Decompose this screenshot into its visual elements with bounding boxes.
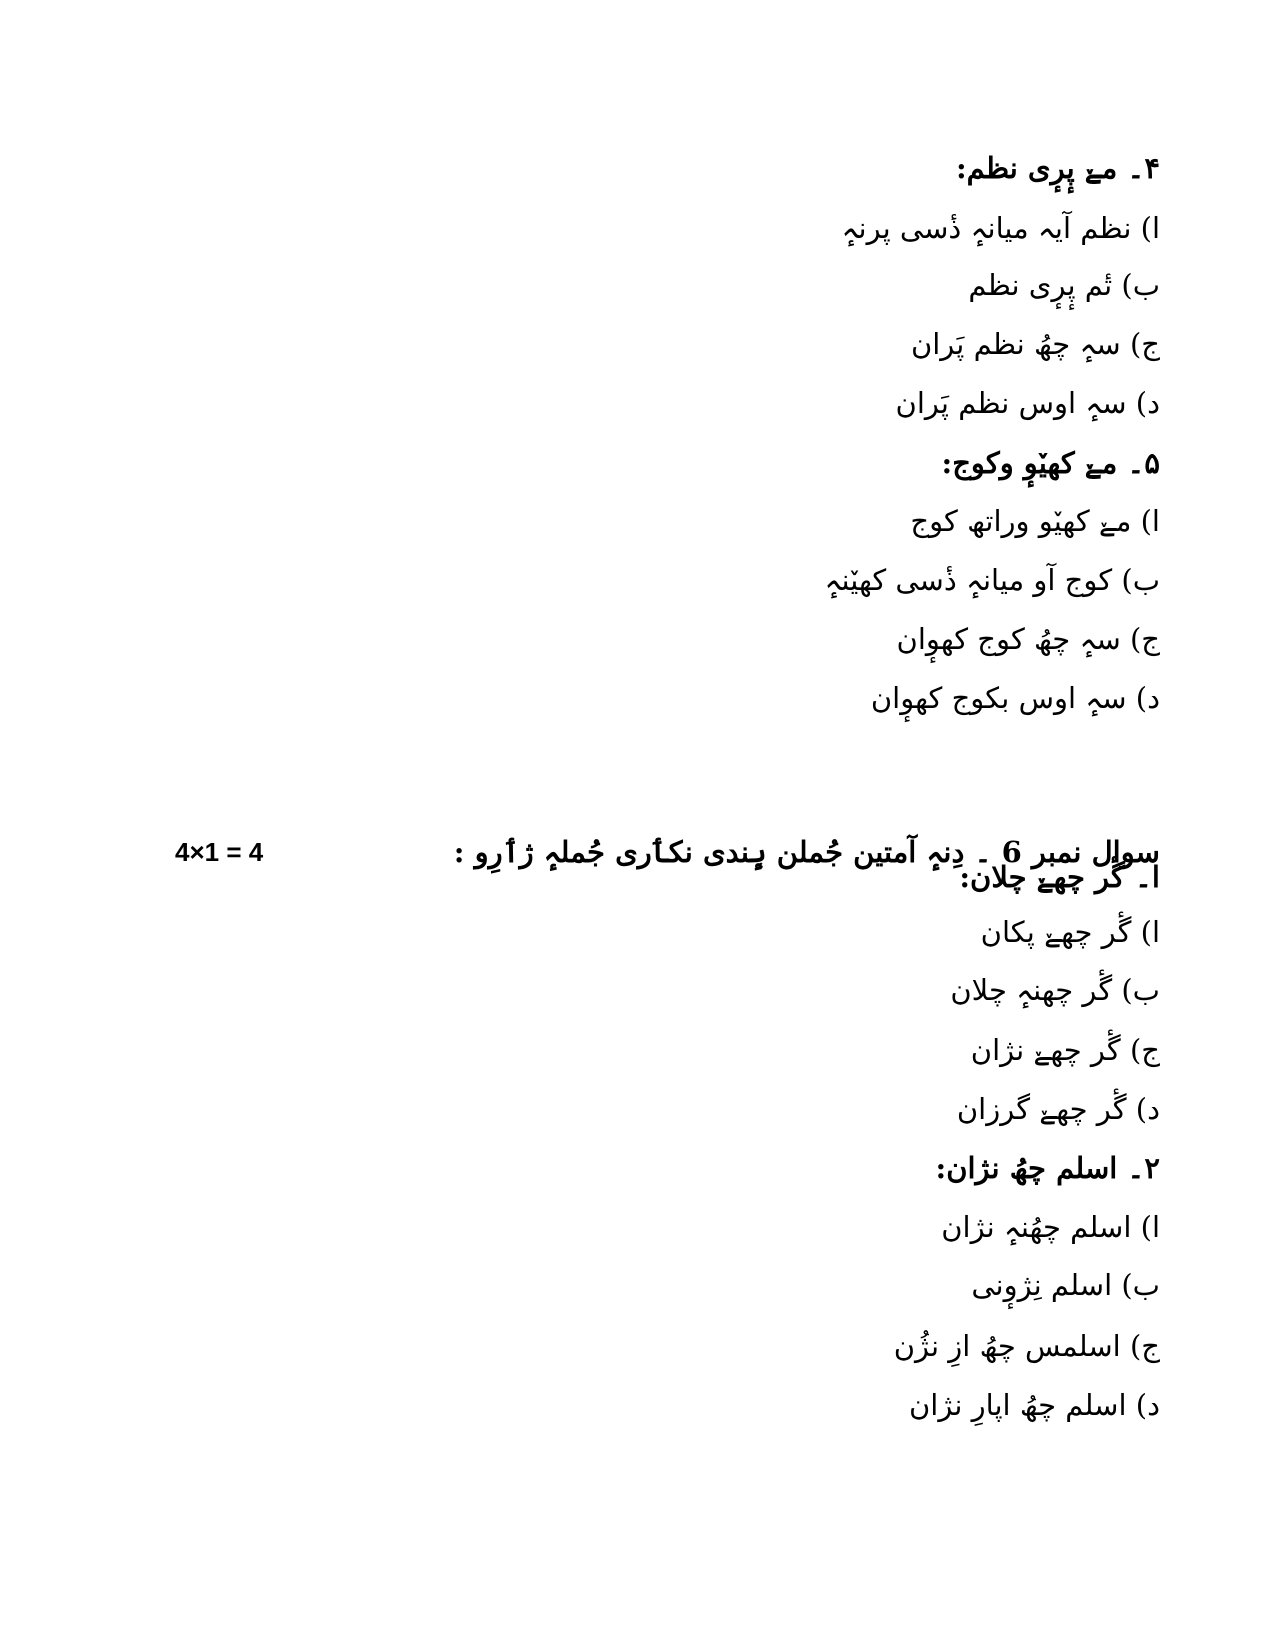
s6-q2-option-b: ب) اسلم نِژوٕنی [971, 1268, 1160, 1302]
s6-q1-option-b: ب) گٔر چھنہٕ چلان [950, 973, 1160, 1007]
q4-option-c: ج) سہٕ چھُ نظم پَران [910, 327, 1160, 361]
q5-heading: ۵۔ مےٚ کھیٚوٕ وکوج: [941, 446, 1160, 480]
s6-q2-option-c: ج) اسلمس چھُ ازِ نژُن [893, 1329, 1160, 1363]
section6-title: سوال نمبر 6 ۔ دِنہٕ آمتین جُملن ہٕندی نکٲری جُملہٕ ژٲرِو : [453, 835, 1160, 869]
s6-q1-option-c: ج) گٔر چھےٚ نژان [970, 1033, 1160, 1067]
s6-q2-option-a: ا) اسلم چھُنہٕ نژان [941, 1210, 1160, 1244]
q5-option-b: ب) کوج آو میانہٕ ذٔسی کھیٚنہٕ [824, 563, 1160, 597]
s6-q2-option-d: د) اسلم چھُ اپارِ نژان [908, 1388, 1160, 1422]
section6-marks: 4×1 = 4 [175, 837, 264, 867]
q5-option-c: ج) سہٕ چھُ کوج کھوٕان [896, 622, 1160, 656]
s6-q1-option-a: ا) گٔر چھےٚ پکان [980, 915, 1160, 949]
q4-option-d: د) سہٕ اوس نظم پَران [895, 386, 1160, 420]
q5-option-a: ا) مےٚ کھیٚو وراتھ کوج [910, 504, 1160, 538]
s6-q1-heading: ا۔ گٔر چھےٚ چلان: [959, 860, 1160, 894]
q4-heading: ۴۔ مےٚ پٕرٕی نظم: [955, 151, 1160, 185]
q5-option-d: د) سہٕ اوس بکوج کھوٕان [870, 681, 1160, 715]
s6-q1-option-d: د) گٔر چھےٚ گرزان [956, 1092, 1160, 1126]
q4-option-a: ا) نظم آیہ میانہٕ ذٔسی پرنہٕ [841, 211, 1160, 245]
s6-q2-heading: ۲۔ اسلم چھُ نژان: [935, 1151, 1160, 1185]
q4-option-b: ب) تٔم پٕرٕی نظم [968, 268, 1160, 302]
